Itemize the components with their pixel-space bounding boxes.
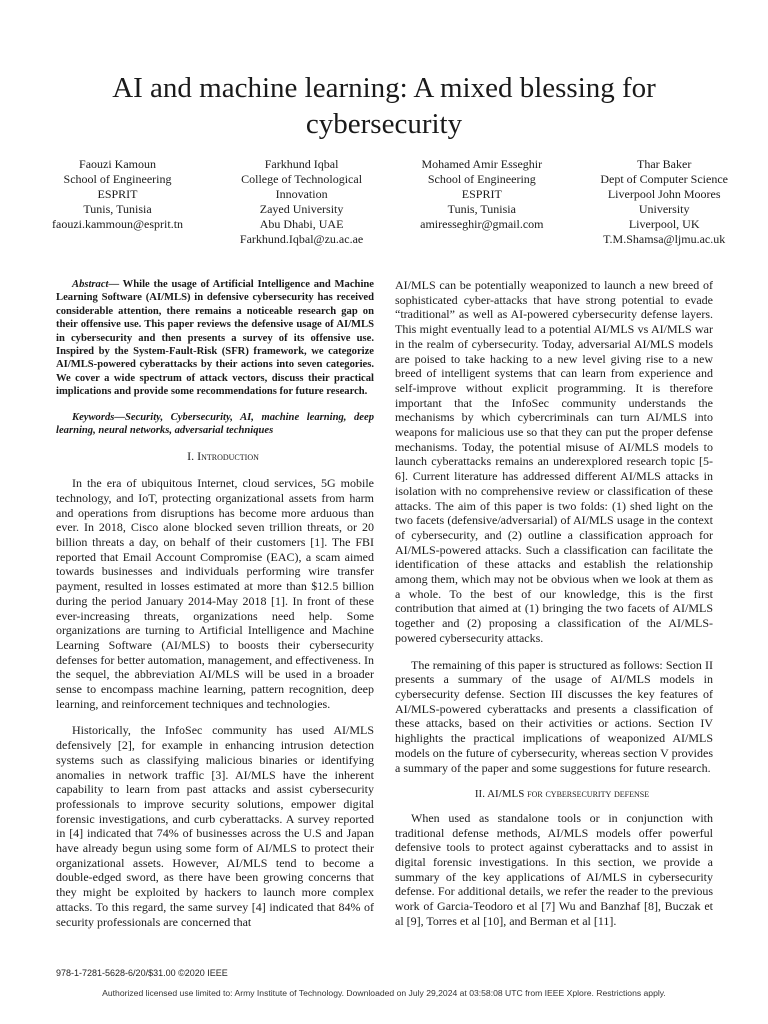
author-institution: Liverpool John Moores <box>607 187 721 201</box>
author-institution-cont: University <box>638 202 690 216</box>
section-heading-introduction: I. Introduction <box>187 449 259 464</box>
author-location: Tunis, Tunisia <box>447 202 516 216</box>
author-3 <box>420 157 543 247</box>
author-name: Mohamed Amir Esseghir <box>421 157 543 171</box>
author-email: amiresseghir@gmail.com <box>420 217 544 231</box>
paragraph: When used as standalone tools or in conjunction with traditional defense methods, AI/MLS models offer powerful defensive tools to protect against cyberattacks and to assist in digital forensic investigations. In this section, we provide a summary of the key applications of AI/MLS in cybersecurity defense. For additional details, we refer the reader to the previous work of Garcia-Teodoro et al [7] Wu and Banzhaf [8], Buczak et al [9], Torres et al [10], and Berman et al [11]. <box>395 810 713 928</box>
author-affiliation-cont: Innovation <box>275 187 328 201</box>
abstract-label: Abstract <box>72 279 109 290</box>
abstract-text: — While the usage of Artificial Intelligence and Machine Learning Software (AI/MLS) in defensive cybersecurity has received considerable attention, there remains a noticeable research gap on their offensive use. This paper reviews the defensive usage of AI/MLS in cybersecurity and then presents a survey of its offensive use. Inspired by the System-Fault-Risk (SFR) framework, we categorize AI/MLS-powered cyberattacks by their actions into seven categories. We cover a wide spectrum of attack vectors, discuss their practical implications and provide some recommendations for future research. <box>56 279 374 398</box>
author-2 <box>240 157 363 247</box>
author-email: faouzi.kammoun@esprit.tn <box>52 217 184 231</box>
author-location: Tunis, Tunisia <box>83 202 152 216</box>
author-affiliation: College of Technological <box>241 172 363 186</box>
copyright-line: 978-1-7281-5628-6/20/$31.00 ©2020 IEEE <box>56 968 228 978</box>
right-column <box>395 278 713 941</box>
author-institution: Zayed University <box>259 202 344 216</box>
paragraph: The remaining of this paper is structured as follows: Section II presents a summary of the usage of AI/MLS models in cybersecurity defense. Section III discusses the key features of AI/MLS-powered cyberattacks and presents a classification of these attacks, based on their activities or actions. Section IV highlights the practical implications of weaponized AI/MLS models on the future of cybersecurity, whereas section V provides a summary of the paper and some suggestions for future research. <box>395 657 713 775</box>
author-email: T.M.Shamsa@ljmu.ac.uk <box>603 232 726 246</box>
author-1 <box>52 157 183 247</box>
author-4 <box>600 157 728 247</box>
author-affiliation: School of Engineering <box>427 172 536 186</box>
author-location: Abu Dhabi, UAE <box>259 217 344 231</box>
author-block <box>52 157 728 247</box>
section-heading-defense: II. AI/MLS for cybersecurity defense <box>474 788 650 801</box>
left-column <box>56 278 374 941</box>
author-name: Farkhund Iqbal <box>264 157 339 171</box>
author-institution: ESPRIT <box>461 187 502 201</box>
license-notice: Authorized licensed use limited to: Army Institute of Technology. Downloaded on July 29,2024 at 03:58:08 UTC from IEEE Xplore. Restrictions apply. <box>102 988 666 998</box>
author-name: Faouzi Kamoun <box>79 157 157 171</box>
author-email: Farkhund.Iqbal@zu.ac.ae <box>239 232 364 246</box>
author-affiliation: School of Engineering <box>63 172 172 186</box>
author-affiliation: Dept of Computer Science <box>600 172 728 186</box>
paragraph: AI/MLS can be potentially weaponized to launch a new breed of sophisticated cyber-attacks that have strong potential to evade “traditional” as well as AI-powered cybersecurity defense layers. This might eventually lead to a potential AI/MLS vs AI/MLS war in the realm of cybersecurity. Today, adversarial AI/MLS models are poised to take hacking to a new level giving rise to a new breed of intelligent systems that can learn from experience and self-improve without explicit programming. It is therefore important that the InfoSec community understands the mechanisms by which cybercriminals can turn AI/MLS into weapons for malicious use so that they can put the proper defense mechanisms. Today, the potential misuse of AI/MLS models to launch cyberattacks remains an underexplored research topic [5-6]. Current literature has addressed different AI/MLS attacks in isolation with no comprehensive review or classification of these attacks. The aim of this paper is two folds: (1) shed light on the two facets (defensive/adversarial) of AI/MLS usage in the context of cybersecurity, and (2) outline a classification approach for AI/MLS-powered attacks. Such a classification can facilitate the identification of these attacks and establish the relationship among them, which may not be obvious when we look at them as a whole. To the best of our knowledge, this is the first contribution that aimed at (1) bringing the two facets of AI/MLS together and (2) proposing a classification of the AI/MLS-powered cybersecurity attacks. <box>395 278 713 645</box>
abstract <box>56 278 374 399</box>
author-location: Liverpool, UK <box>628 217 700 231</box>
paper-title: AI and machine learning: A mixed blessing for cybersecurity <box>112 72 656 140</box>
author-institution: ESPRIT <box>97 187 138 201</box>
paragraph: In the era of ubiquitous Internet, cloud services, 5G mobile technology, and IoT, protecting organizational assets from harm and operations from disruptions has become more arduous than ever. In 2018, Cisco alone blocked seven trillion threats, or 20 billion threats a day, on behalf of their customers [1]. The FBI reported that Email Account Compromise (EAC), a scam aimed towards businesses and individuals performing wire transfer payment, resulted in losses estimated at more than $12.5 billion during the period January 2014-May 2018 [1]. In front of these ever-increasing threats, organizations need help. Some organizations are turning to Artificial Intelligence and Machine Learning Software (AI/MLS) to boosts their cybersecurity defenses for better automation, management, and effectiveness. In the sequel, the abbreviation AI/MLS will be used in a broader sense to encompass machine learning, pattern recognition, deep learning, and reinforcement techniques and technologies. <box>56 476 374 711</box>
author-name: Thar Baker <box>637 157 692 171</box>
paragraph: Historically, the InfoSec community has used AI/MLS defensively [2], for example in enhancing intrusion detection systems such as classifying malicious binaries or identifying anomalies in network traffic [3]. AI/MLS have the inherent capability to learn from past attacks and assist cybersecurity professionals to improve security solutions, empower digital forensic investigations, and curb cyberattacks. A survey reported in [4] indicated that 74% of businesses across the U.S and Japan have already begun using some form of AI/MLS to protect their organizational assets. However, AI/MLS tend to become a double-edged sword, as there have been growing concerns that they might be exploited by hackers to launch more complex attacks. To this regard, the same survey [4] indicated that 84% of security professionals are concerned that <box>56 723 374 929</box>
keywords: Keywords—Security, Cybersecurity, AI, machine learning, deep learning, neural networks, adversarial techniques <box>56 411 374 437</box>
